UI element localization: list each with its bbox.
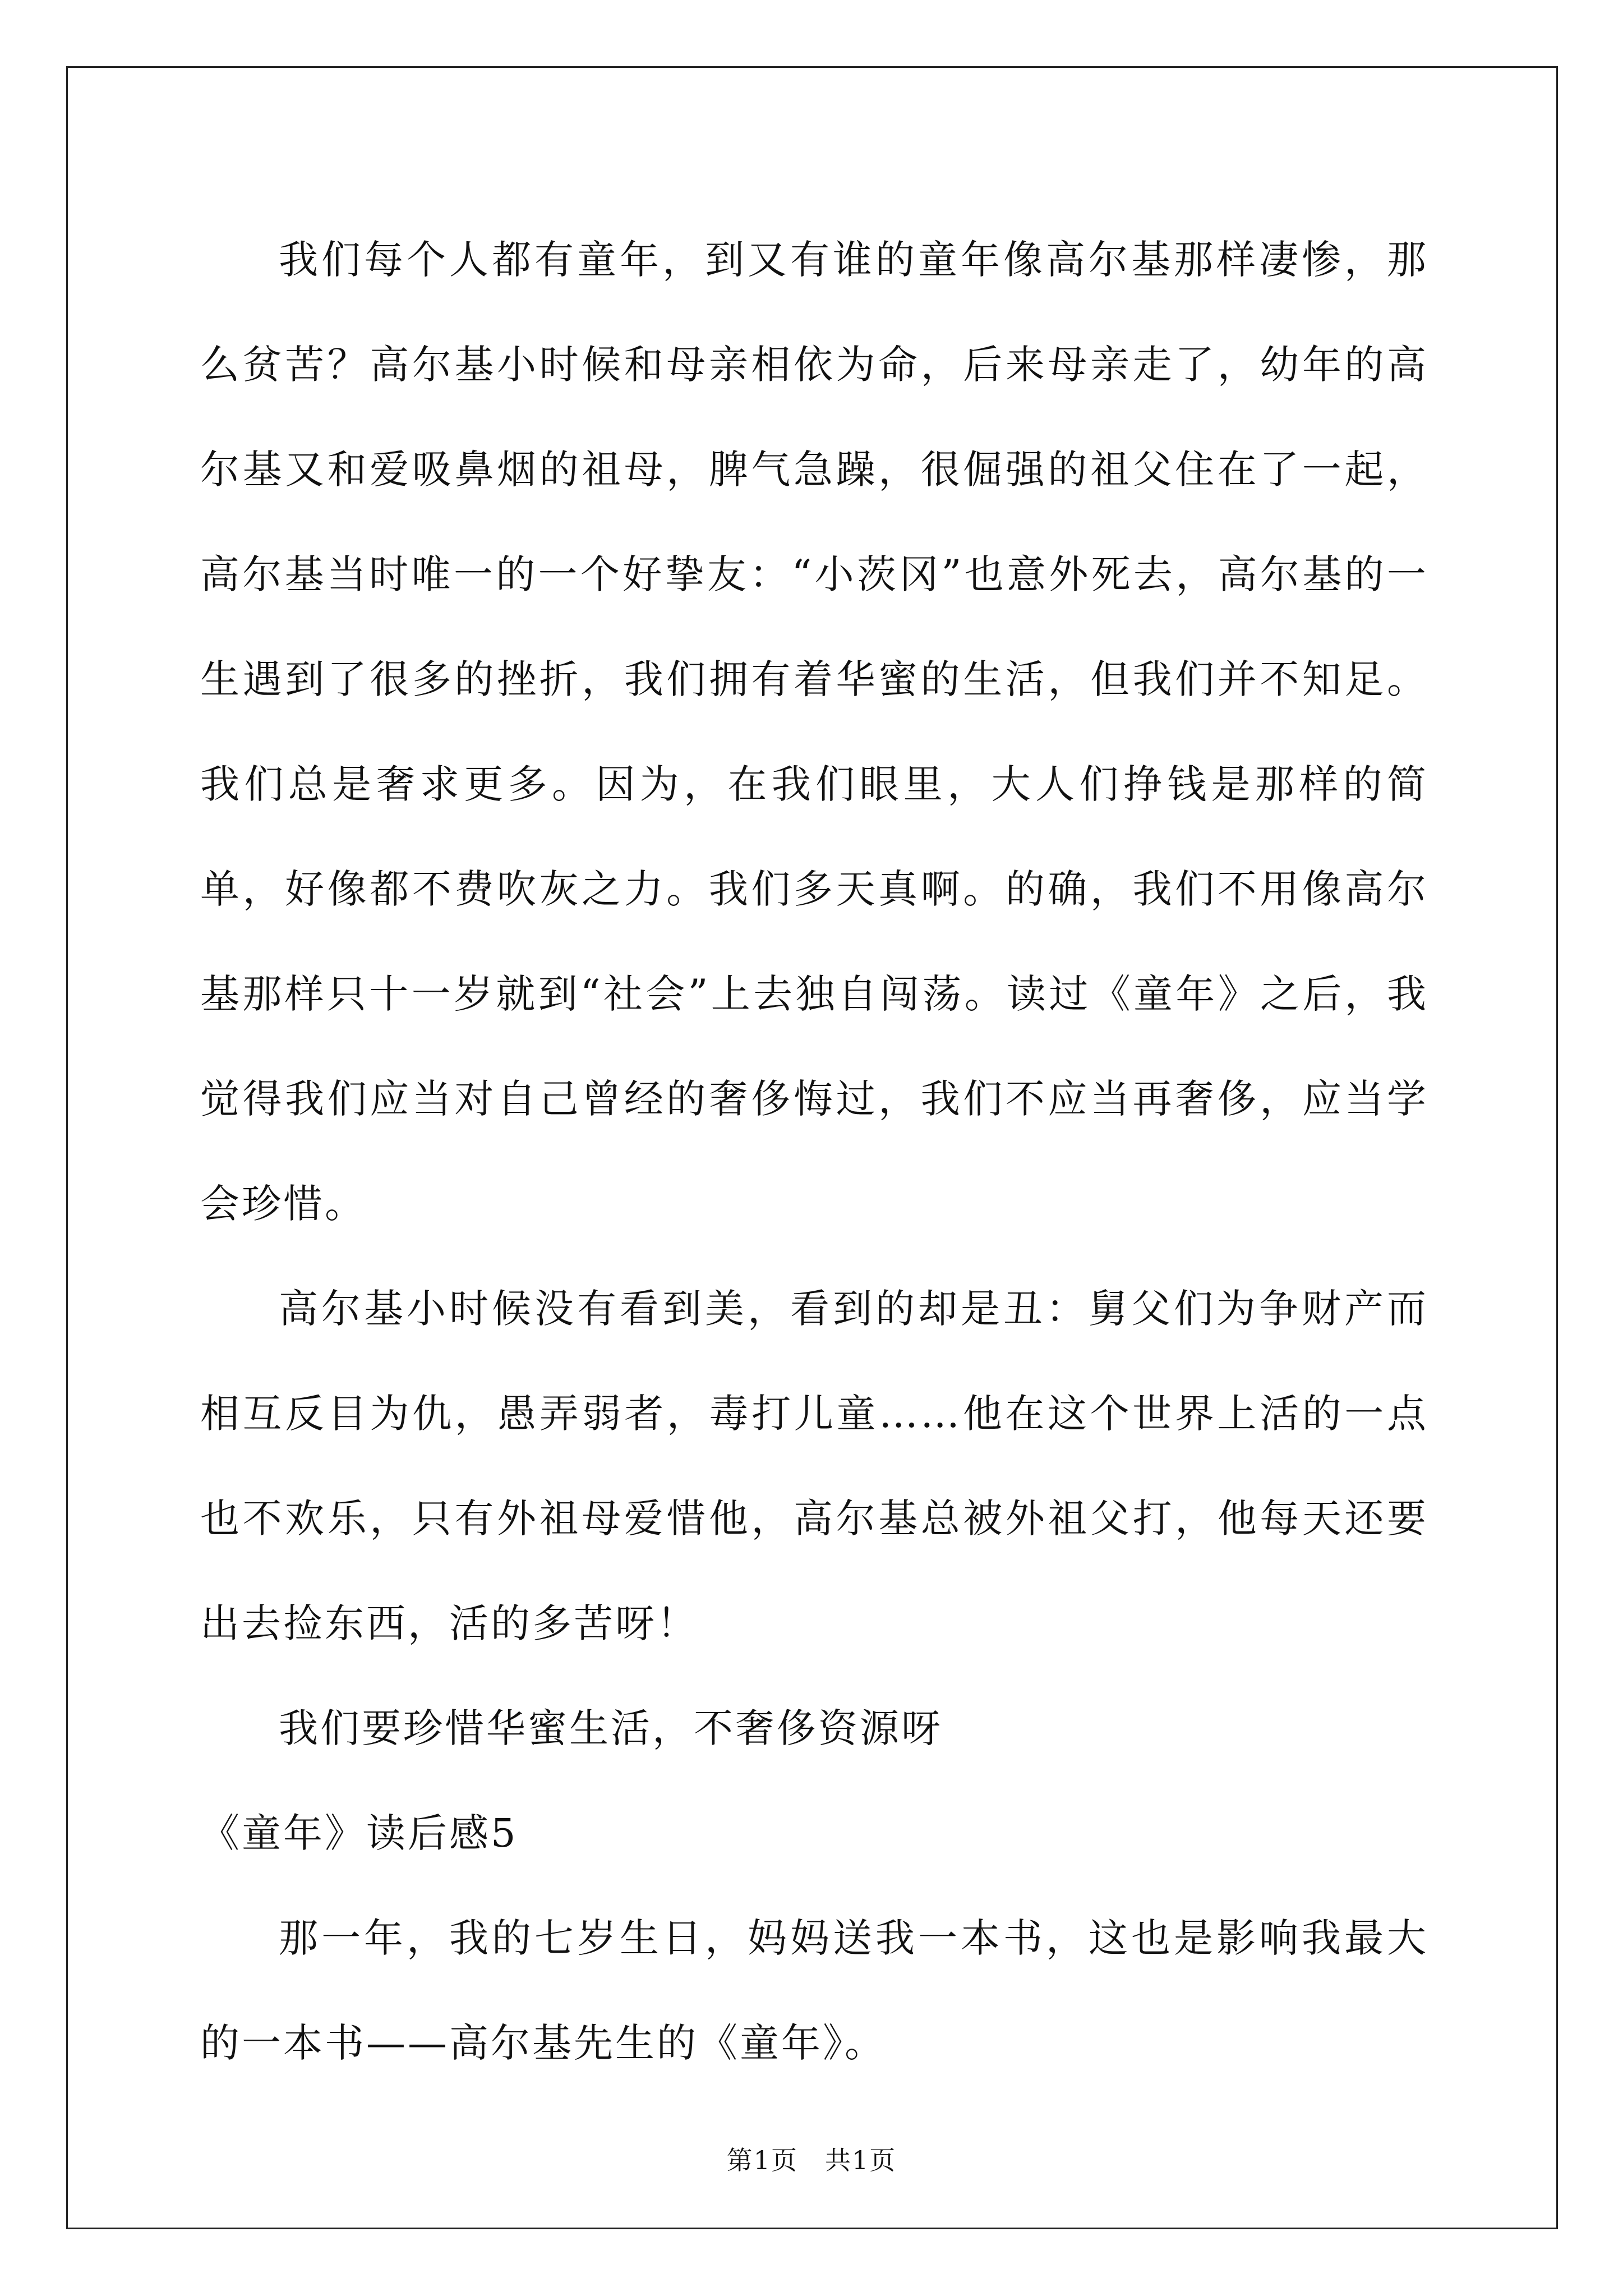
paragraph-1: 我们每个人都有童年，到又有谁的童年像高尔基那样凄惨，那么贫苦？高尔基小时候和母亲相依为命，后来母亲走了，幼年的高尔基又和爱吸鼻烟的祖母，脾气急躁，很倔强的祖父住在了一起，高尔基当时唯一的一个好挚友：“小茨冈”也意外死去，高尔基的一生遇到了很多的挫折，我们拥有着华蜜的生活，但我们并不知足。我们总是奢求更多。因为，在我们眼里，大人们挣钱是那样的简单，好像都不费吹灰之力。我们多天真啊。的确，我们不用像高尔基那样只十一岁就到“社会”上去独自闯荡。读过《童年》之后，我觉得我们应当对自己曾经的奢侈悔过，我们不应当再奢侈，应当学会珍惜。 — [200, 237, 1428, 1227]
paragraph-3: 我们要珍惜华蜜生活，不奢侈资源呀 — [279, 1705, 943, 1751]
section-heading: 《童年》读后感5 — [200, 1810, 518, 1856]
document-body — [200, 208, 1428, 2096]
page-number-footer: 第1页 共1页 — [726, 2145, 897, 2175]
paragraph-4: 那一年，我的七岁生日，妈妈送我一本书，这也是影响我最大的一本书——高尔基先生的《童年》。 — [200, 1915, 1428, 2066]
paragraph-2: 高尔基小时候没有看到美，看到的却是丑：舅父们为争财产而相互反目为仇，愚弄弱者，毒打儿童……他在这个世界上活的一点也不欢乐，只有外祖母爱惜他，高尔基总被外祖父打，他每天还要出去捡东西，活的多苦呀！ — [200, 1286, 1428, 1646]
